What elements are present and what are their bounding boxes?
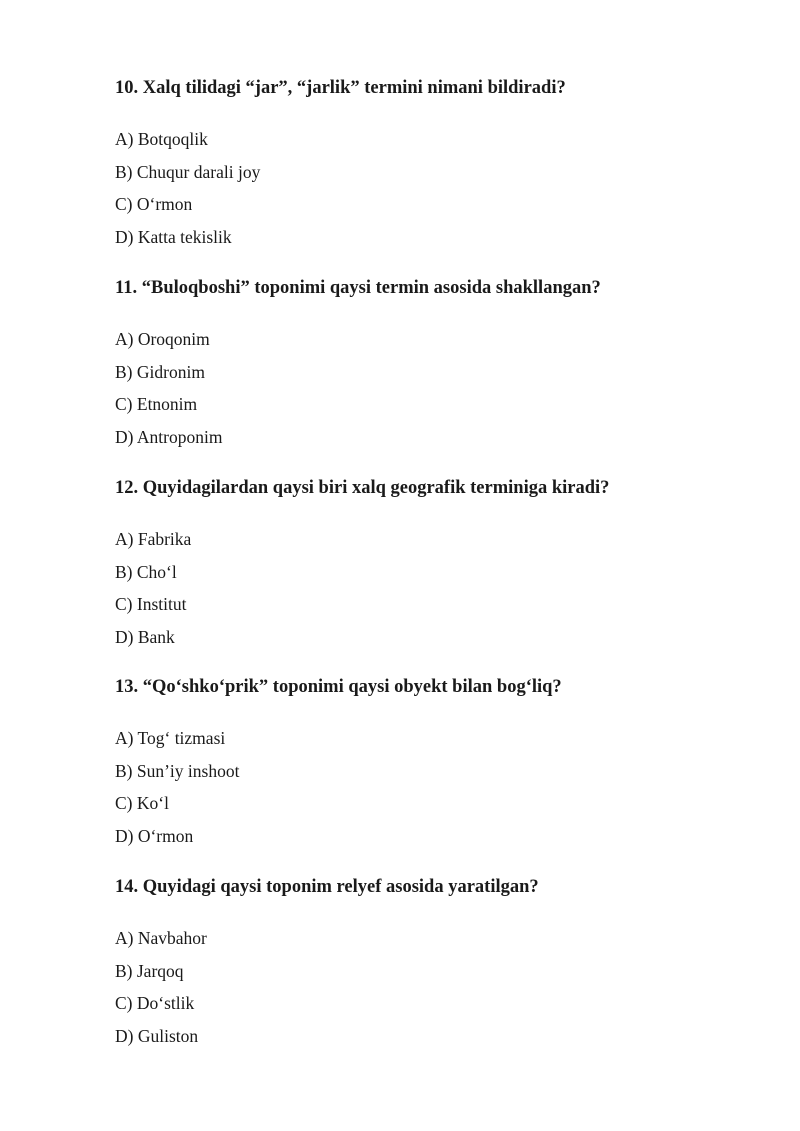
option-d: D) Guliston [115, 1025, 199, 1046]
answer-options [115, 327, 755, 457]
option-a: A) Oroqonim [115, 329, 210, 349]
option-b: B) Sun’iy inshoot [115, 760, 240, 781]
option-c: C) Ko‘l [115, 793, 169, 813]
option-c: C) Institut [115, 594, 187, 614]
option-b: B) Gidronim [115, 361, 205, 382]
question-13 [115, 675, 755, 856]
option-b: B) Jarqoq [115, 960, 184, 981]
question-14 [115, 875, 755, 1056]
option-a: A) Tog‘ tizmasi [115, 728, 226, 748]
question-11 [115, 276, 755, 457]
option-b: B) Cho‘l [115, 561, 177, 582]
question-12 [115, 476, 755, 657]
option-c: C) Do‘stlik [115, 993, 195, 1013]
question-10 [115, 76, 755, 257]
option-d: D) Bank [115, 626, 175, 647]
answer-options [115, 726, 755, 856]
option-c: C) Etnonim [115, 394, 198, 414]
answer-options [115, 527, 755, 657]
option-b: B) Chuqur darali joy [115, 161, 261, 182]
option-d: D) O‘rmon [115, 825, 194, 846]
question-title: 14. Quyidagi qaysi toponim relyef asosida yaratilgan? [115, 877, 539, 897]
option-d: D) Katta tekislik [115, 226, 232, 247]
answer-options [115, 127, 755, 257]
question-title: 10. Xalq tilidagi “jar”, “jarlik” termini nimani bildiradi? [115, 78, 566, 98]
option-c: C) O‘rmon [115, 194, 193, 214]
option-d: D) Antroponim [115, 426, 223, 447]
question-title: 11. “Buloqboshi” toponimi qaysi termin asosida shakllangan? [115, 278, 601, 298]
option-a: A) Botqoqlik [115, 129, 208, 149]
option-a: A) Navbahor [115, 928, 207, 948]
option-a: A) Fabrika [115, 529, 192, 549]
answer-options [115, 926, 755, 1056]
question-title: 13. “Qo‘shko‘prik” toponimi qaysi obyekt bilan bog‘liq? [115, 677, 562, 697]
question-title: 12. Quyidagilardan qaysi biri xalq geografik terminiga kiradi? [115, 478, 610, 498]
